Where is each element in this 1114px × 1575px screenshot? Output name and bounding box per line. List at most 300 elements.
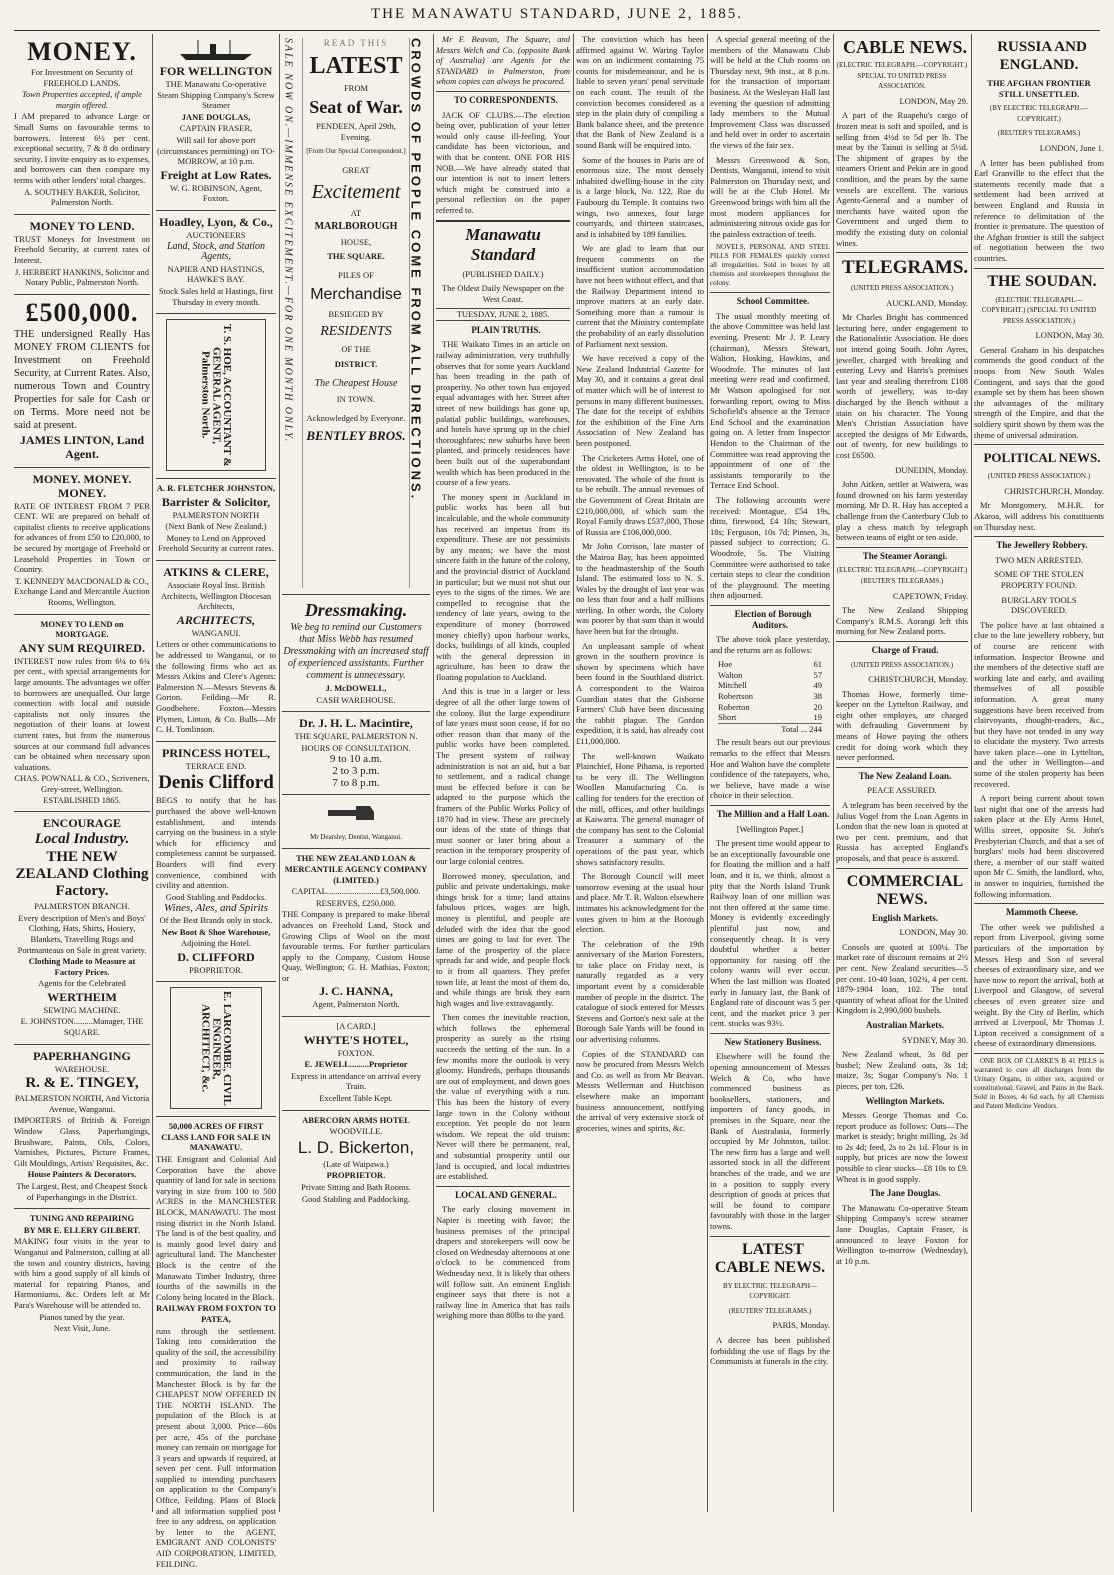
loanco-place: Agent, Palmerston North. (312, 999, 400, 1010)
bentley-ack: Acknowledged by Everyone. (306, 412, 406, 423)
column-5 (576, 34, 704, 1512)
pointing-hand-icon (326, 798, 386, 828)
nzloan-title: The New Zealand Loan. (836, 767, 968, 782)
aus-title: Australian Markets. (866, 1019, 944, 1030)
ad-macintire (282, 712, 430, 795)
ad-tingey (14, 1045, 150, 1210)
whyte-name: WHYTE'S HOTEL, (303, 1032, 409, 1047)
ad-pownall (14, 615, 150, 813)
school-body-2: The following accounts were received: Montague, £54 19s, ditto, firewood, £4 10s; Stewart, 18s; Ferguson, 10s 7d; Pinsen, 3s, passed subject to correction; G. Woodrofe, 5s. The Visiting Committee were authorised to take certain steps to clear the condition of the playground. The meeting then adjourned. (710, 494, 830, 601)
plain-body-5: Then comes the inevitable reaction, which follows the ephemeral prosperity as surely as the rising succeeds the setting of the sun. In a few months more the outlook is very gloomy. Hundreds, perhaps thousands are out of employment, and down goes the value of everything with a run. This has been the history of every large town in the Colony without exception. Yet people do not learn wisdom. We repeat the old truism: Never will there be permanent, real, and substantial prosperity until our land is occupied, and local industries are established. (436, 1012, 570, 1182)
column-2 (156, 34, 276, 1569)
ad-clothing-measure: Clothing Made to Measure at Factory Prices. (28, 956, 136, 977)
bentley-excitement: Excitement (311, 180, 401, 203)
ad-gilbert-next: Next Visit, June. (53, 1323, 111, 1334)
ad-money-sign: A. SOUTHEY BAKER, Solicitor, Palmerston North. (24, 186, 140, 208)
ad-tingey-body: IMPORTERS of British & Foreign Window Glass, Paperhangings, Brushware, Paints, Oils, Colors, Varnishes, Pictures, Picture Frames, Gilt Mouldings, Artists' Requisites, &c. (14, 1115, 150, 1168)
column-6 (710, 34, 830, 1512)
ad-pownall-sub: ANY SUM REQUIRED. (19, 640, 145, 655)
ad-linton-sum: £500,000. (25, 297, 139, 327)
ad-hoadley-place: NAPIER AND HASTINGS, HAWKE'S BAY. (167, 263, 265, 285)
million-sub: [Wellington Paper.] (736, 823, 804, 834)
macintire-h1: 9 to 10 a.m. (329, 753, 383, 766)
steamer-body: The New Zealand Shipping Company's R.M.S. Aorangi left this morning for New Zealand ports. (836, 605, 968, 637)
dunedin-body: John Aitken, settler at Waiwera, was found drowned on his farm yesterday morning. Mr D. R. Hay has accepted a challenge from the Canterbury Club to play a chess match by telegraph between teams of eight or ten aside. (836, 479, 968, 543)
ad-atkins-name: ATKINS & CLERE, (163, 565, 269, 580)
ad-gilbert (14, 1209, 150, 1340)
soudan-body: General Graham in his despatches commends the good conduct of the troops from New South Wales Contingent, and says that the good example set by them has been shown the advantages of the military strength of the Empire, and that the soldiery spirit shown by them was the theme of universal admiration. (974, 344, 1104, 440)
election-candidate: Short (718, 712, 737, 723)
news-item-7: An unpleasant sample of wheat grown in the southern province is shown by specimens which have been found in the Southland district. A correspondent to the Wairoa Guardian states that the Gisborne Farmers' Club have been discussing the rabbit plague. The Gordon expedition, it is said, has already cost £11,000,000. (576, 640, 704, 746)
column-1 (14, 34, 150, 1512)
corr-body: JACK OF CLUBS.—The election being over, publication of your letter would only cause ill-feeling. Your candidate has been victorious, and with that be content. ONE FOR HIS NOB.—We have already stated that our intention is not to insert letters which might be construed into a personal reflection on the paper referred to. (436, 109, 570, 215)
election-row (718, 670, 822, 681)
news-item-8: The well-known Waikato Plainchief, Hone Pihama, is reported to be very ill. The Wellington Woollen Manufacturing Co. is calling for tenders for the erection of the mill, offices, and other buildings at Kaiwarra. The general manager of the company has sent to the Colonial Treasurer a summary of the operations of the past year, which shows satisfactory results. (576, 750, 704, 867)
ad-money-title: MONEY. (27, 37, 137, 66)
news-item-9: The Borough Council will meet tomorrow evening at the usual hour and place. Mr T. R. Walton elsewhere intimates his acknowledgment for the votes given to him at the Borough election. (576, 871, 704, 935)
ad-macdonald-sign: T. KENNEDY MACDONALD & CO., Exchange Land and Mercantile Auction Rooms, Wellington. (14, 575, 150, 608)
ad-steamer-sign: W. G. ROBINSON, Agent, Foxton. (169, 182, 262, 204)
ad-fletcher-name: A. R. FLETCHER JOHNSTON, (156, 483, 276, 494)
column-divider (707, 34, 708, 1512)
ad-princess-sign: D. CLIFFORD (177, 949, 255, 964)
ad-tingey-title: PAPERHANGING (33, 1048, 131, 1063)
paper-pub: (PUBLISHED DAILY.) (462, 268, 544, 279)
commercial-date: LONDON, May 30. (899, 927, 968, 938)
jane-title: The Jane Douglas. (869, 1188, 941, 1199)
ad-clothing-sewing: SEWING MACHINE. (43, 1004, 121, 1015)
ad-tingey-addr: PALMERSTON NORTH, And Victoria Avenue, Wanganui. (14, 1093, 150, 1114)
ad-hoadley (156, 211, 276, 314)
bentley-latest: LATEST (309, 52, 403, 79)
russia-sub1: THE AFGHAN FRONTIER STILL UNSETTLED. (987, 78, 1091, 99)
ad-steamer-captain: CAPTAIN FRASER, (179, 123, 253, 134)
ad-lend (14, 215, 150, 295)
ad-pownall-title: MONEY TO LEND on MORTGAGE. (40, 618, 124, 640)
school-body: The usual monthly meeting of the above Committee was held last evening. Present: Mr J. P. Leary (chairman), Messrs Stewart, Walton, Hosking, Hawkins, and Woodrofe. The minutes of last meeting were read and confirmed. Mr Watson apologised for not forwarding report, owing to Miss Schofield's absence at the Terrace End School and the examination going on. A letter from Inspector Hendon to the Chairman of the Committee was read approving the appointment of one of the assistants temporarily to the Terrace End School. (710, 310, 830, 491)
election-row (718, 702, 822, 713)
commercial-sub: English Markets. (871, 912, 938, 923)
ad-linton-sign: JAMES LINTON, Land Agent. (19, 432, 145, 461)
ad-tingey-stock: The Largest, Best, and Cheapest Stock of Paperhangings in the District. (16, 1181, 148, 1202)
fraud-body: Thomas Howe, formerly time-keeper on the Lyttelton Railway, and eight other employes, are charged with defrauding Government by means of Howe paying the others credit for doing work which they never performed. (836, 688, 968, 763)
ad-princess-title: PRINCESS HOTEL, (161, 745, 271, 760)
ad-fletcher-next: (Next Bank of New Zealand.) (165, 521, 267, 532)
bentley-from: FROM (343, 82, 369, 93)
nzloan-body: A telegram has been received by the Julius Vogel from the Loan Agents in London that the new loan is quoted at two per cent. premium, and that Russia has accepted England's proposals, and that peace is assured. (836, 800, 968, 863)
wel-body: Messrs George Thomas and Co. report produce as follows: Oats—The market is steady; bright milling, 2s 3d to 2s 4d; feed, 2s to 2s 1d. Flour is in supply, but prices are now the lowest possible to clear stocks—£8 10s to £9. Wheat is in good supply. (836, 1110, 968, 1184)
whyte-place: FOXTON. (337, 1047, 375, 1058)
ad-clothing-branch: PALMERSTON BRANCH. (34, 901, 130, 912)
macintire-name: Dr. J. H. L. Macintire, (299, 716, 413, 731)
ad-princess-wines: Wines, Ales, and Spirits (164, 902, 268, 915)
larcombe-card-text: E. LARCOMBE, CIVIL ENGINEER, ARCHITECT, &c. (199, 990, 233, 1106)
election-votes: 38 (813, 691, 822, 702)
bentley-at: AT (350, 207, 362, 218)
ad-macdonald-title: MONEY. MONEY. MONEY. (32, 471, 132, 500)
stamp-text: READ THIS (323, 38, 389, 48)
steamer-title: The Steamer Aorangi. (836, 547, 968, 562)
ad-clothing-title: THE NEW ZEALAND Clothing Factory. (15, 849, 149, 900)
fraud-date: CHRISTCHURCH, Monday. (868, 674, 968, 685)
news-item-2: Some of the houses in Paris are of enormous size. The most densely inhabited dwelling-house in the city is a large block, No. 122, Rue du Faubourg du Temple. It contains two wings, two annexes, four large courtyards, and thirteen staircases, and is inhabited by 189 families. (576, 154, 704, 239)
telegrams-date: AUCKLAND, Monday. (886, 297, 968, 308)
russia-body: A letter has been published from Earl Granville to the effect that the statements recently made that a settlement had been arrived at between England and Russia in reference to delimitation of the frontier is premature. The question of the Afghan frontier is still the subject of negotiation between the two countries. (974, 157, 1104, 263)
ad-princess-body: BEGS to notify that he has purchased the above well-known establishment, and intends carrying on the business in a style which for efficiency and completeness cannot be surpassed. Boarders will find every convenience, combined with civility and attention. (156, 795, 276, 891)
ad-steamer-body: THE Manawatu Co-operative Steam Shipping Company's Screw Steamer (157, 79, 275, 111)
cable-date: LONDON, May 29. (899, 95, 968, 106)
abercorn-stable: Private Sitting and Bath Rooms. (301, 1182, 411, 1192)
bentley-great: GREAT (342, 164, 370, 175)
loanco-body: THE Company is prepared to make liberal advances on Freehold Land, Stock and Growing Clips of Wool on the most favourable terms. For further particulars apply to the Company, Custom House Quay, Wellington; G. H. Mathias, Foxton; or (282, 909, 430, 983)
ad-land-railway: RAILWAY FROM FOXTON TO PATEA, (156, 1303, 276, 1324)
dress-sub: CASH WAREHOUSE. (316, 694, 396, 705)
ad-gilbert-body: MAKING four visits in the year to Wanganui and Palmerston, calling at all the town and country districts, having with him a good supply of all kinds of material for repairing Pianos, and Harmoniums, &c. Orders left at Mr Para's Warehouse will be attended to. (14, 1236, 150, 1310)
corr-title: TO CORRESPONDENTS. (436, 91, 570, 106)
ad-fletcher-place: PALMERSTON NORTH (172, 509, 260, 520)
commercial-title: COMMERCIAL NEWS. (836, 868, 968, 909)
abercorn-place: WOODVILLE. (329, 1126, 383, 1137)
ad-fletcher-role: Barrister & Solicitor, (161, 494, 271, 509)
ad-macdonald (14, 468, 150, 615)
whyte-table: Excellent Table Kept. (319, 1093, 393, 1104)
masthead: THE MANAWATU STANDARD, JUNE 2, 1885. (370, 6, 744, 22)
election-votes: 19 (813, 712, 822, 723)
plain-body-3: And this is true in a larger or less degree of all the other large towns of the colony. But the large expenditure of late years must soon cease, if for no other reason than that many of the public works have been completed. The present system of railway administration is not an aid, but a bar to settlement, and a radical change must be effected before it can be adapted to the purpose which the framers of the Public Works Policy of 1870 had in view. These are precisely our ideas of the state of things that must sooner or later bring about a reaction in the temporary prosperity of our large colonial centres. (436, 686, 570, 866)
side-banner (282, 38, 303, 588)
ad-linton (14, 295, 150, 468)
ad-princess-clifford: Denis Clifford (158, 772, 274, 794)
ad-hoadley-title: Hoadley, Lyon, & Co., (159, 214, 273, 229)
ad-hoadley-sale: Stock Sales held at Hastings, first Thursday in every month. (158, 285, 274, 307)
bentley-besieged: BESIEGED BY (328, 308, 384, 319)
election-candidate: Mitchell (718, 680, 747, 691)
bentley-dateline: PENDEEN, April 29th, Evening. (316, 121, 396, 142)
paper-name: Manawatu Standard (436, 220, 570, 265)
ad-fletcher (156, 479, 276, 561)
ad-lend-sign: J. HERBERT HANKINS, Solicitor and Notary Public, Palmerston North. (15, 266, 149, 288)
column-divider (573, 34, 574, 1512)
column-8 (974, 34, 1104, 1512)
column-divider (971, 34, 972, 1512)
election-candidate: Walton (718, 669, 743, 680)
club-item: A special general meeting of the members of the Manawatu Club will be held at the Club rooms on Thursday next, 9th inst., at 8 p.m. for the transaction of important business. At the Wesleyan Hall last evening the question of admitting lady members to the Mutual Improvement Class was discussed and held over in order to ascertain the views of the fair sex. (710, 34, 830, 150)
bentley-piles: PILES OF (338, 269, 374, 280)
stationery-title: New Stationery Business. (710, 1033, 830, 1048)
school-title: School Committee. (710, 292, 830, 307)
ad-abercorn (282, 1111, 430, 1211)
dress-body: We beg to remind our Customers that Miss Webb has resumed Dressmaking with an increased staff of experienced assistants. Further comment is unnecessary. (283, 622, 429, 681)
ad-money (14, 34, 150, 215)
news-item-1: The conviction which has been affirmed against W. Waring Taylor was on an indictment containing 75 counts for misdemeanour, and he is liable to seven years' penal servitude on each count. The result of the conviction becomes considered as a step in the plain duty of compiling a Bank balance sheet, and the pretence that the Bank of New Zealand is a sound Bank will be enquired into. (576, 34, 704, 150)
latest-cable-date: PARIS, Monday. (772, 1320, 830, 1331)
ad-princess-boot: New Boot & Shoe Warehouse, (161, 926, 271, 937)
ad-land (156, 1117, 276, 1575)
election-candidate: Robertson (718, 691, 753, 702)
soudan-title: THE SOUDAN. (974, 268, 1104, 291)
ad-gilbert-foot: Pianos tuned by the year. (39, 1311, 125, 1322)
macintire-h2: 2 to 3 p.m. (332, 764, 380, 777)
ad-hoadley-role: AUCTIONEERS (186, 229, 246, 240)
abercorn-title: ABERCORN ARMS HOTEL (302, 1114, 410, 1125)
election-votes: 57 (813, 669, 822, 680)
russia-title: RUSSIA AND ENGLAND. (997, 39, 1087, 73)
ad-tingey-sub: WAREHOUSE. (54, 1063, 110, 1074)
election-after: The result bears out our previous remarks to the effect that Messrs Hoe and Walton have the complete confidence of the ratepayers, who, we believe, have made a wise choice in their selection. (710, 737, 830, 801)
column-7 (836, 34, 968, 1512)
ad-money-town: Town Properties accepted, if ample margin offered. (21, 89, 142, 110)
bentley-square: THE SQUARE. (327, 251, 385, 262)
ad-hoe (156, 314, 276, 479)
ad-land-body: THE Emigrant and Colonial Aid Corporation have the above quantity of land for sale in sections varying in size from 100 to 500 ACRES in the MANCHESTER BLOCK, MANAWATU. The most rising district in the North Island. The land is of the best quality, and is mainly good level dairy and agricultural land. The Manchester Block is the centre of the Manawatu Timber Industry, three fourths of the sawmills in the Colony being located in the Block. (156, 1154, 276, 1302)
ad-lend-title: MONEY TO LEND. (29, 218, 135, 233)
soudan-date: LONDON, May 30. (1035, 330, 1104, 341)
bentley-main (306, 38, 406, 446)
crowds-banner (409, 38, 430, 588)
ad-clothing-agents: Agents for the Celebrated (38, 978, 126, 989)
election-votes: 49 (813, 680, 822, 691)
robbery-sub2: SOME OF THE STOLEN PROPERTY FOUND. (994, 569, 1084, 590)
ad-gilbert-name: BY MR E. ELLERY GILBERT. (23, 1224, 141, 1235)
cheese-title: Mammoth Cheese. (974, 903, 1104, 918)
ad-dentist (282, 795, 430, 849)
ad-pownall-sign: CHAS. POWNALL & CO., Scriveners, Grey-street, Wellington. ESTABLISHED 1865. (14, 773, 150, 805)
ad-lend-body: TRUST Moneys for Investment on Freehold Security, at current rates of Interest. (14, 233, 150, 265)
ad-whyte (282, 1017, 430, 1111)
ad-steamer-name: JANE DOUGLAS, (181, 111, 251, 122)
news-item-11: Copies of the STANDARD can now be procured from Messrs Welch and Co. as well as from Mr Beavan. Messrs Wellerman and Hutchison elsewhere make an important business announcement, notifying the arrival of very extensive stock of groceries, wines and spirits, &c. (576, 1048, 704, 1133)
abercorn-stable2: Good Stabling and Paddocking. (301, 1193, 411, 1204)
ad-atkins-place: WANGANUI. (191, 627, 241, 638)
fraud-title: Charge of Fraud. (836, 641, 968, 656)
aus-body: New Zealand wheat, 3s 8d per bushel; New Zealand oats, 3s 1d; maize, 3s; Sugar Company's No. 1 pieces, per ton, £26. (836, 1049, 968, 1091)
stationery-body: Elsewhere will be found the opening announcement of Messrs Welch & Co, who have commenced business as booksellers, stationers, and importers of fancy goods, in premises in the Square, near the Bank of Australasia, formerly occupied by Mr Johnston, tailor. The new firm has a large and well assorted stock in all the different branches of the trade, and we are in a position to supply every description of goods at prices that will be found to compare favourably with those in the larger towns. (710, 1051, 830, 1231)
ad-steamer (156, 34, 276, 211)
pills-adv-2: ONE BOX OF CLARKE'S B 41 PILLS is warranted to cure all discharges from the Urinary Organs, in either sex, acquired or constitutional, Gravel, and Pains in the Back. Sold in Boxes, 4s 6d each, by all Chemists and Patent Medicine Vendors. (974, 1053, 1104, 1111)
column-4 (436, 34, 570, 1512)
bentley-house: HOUSE, (340, 236, 372, 247)
plain-title: PLAIN TRUTHS. (471, 324, 541, 335)
ad-princess-stab: Good Stabling and Paddocks. (165, 891, 267, 902)
ad-atkins-arch: ARCHITECTS, (176, 612, 256, 627)
ad-clothing-wertheim: WERTHEIM (47, 989, 117, 1004)
ad-clothing-manager: E. JOHNSTON.........Manager, THE SQUARE. (20, 1016, 144, 1038)
political-sub: (UNITED PRESS ASSOCIATION.) (987, 472, 1091, 481)
political-body: Mr Montgomery, M.H.R. for Akaroa, will address his constituents on Thursday next. (974, 500, 1104, 532)
election-candidate: Hoe (718, 659, 733, 670)
loanco-reserves: RESERVES, £250,000. (315, 897, 397, 908)
ad-macdonald-body: RATE OF INTEREST FROM 7 PER CENT. WE are prepared on behalf of capitalist clients to receive applications for advances of from £50 to £20,000, to be secured by mortgage of Freehold or Leasehold Properties in Town or Country. (14, 500, 150, 575)
million-title: The Million and a Half Loan. (710, 805, 830, 820)
ad-clothing-encourage: ENCOURAGE (42, 816, 121, 831)
ad-hoadley-land: Land, Stock, and Station Agents, (166, 240, 266, 263)
hoe-card-text: T. S. HOE, ACCOUNTANT & GENERAL AGENT, Palmerston North. (199, 323, 233, 467)
election-results (718, 659, 822, 734)
paper-date: TUESDAY, JUNE 2, 1885. (436, 308, 570, 321)
ad-princess (156, 742, 276, 983)
steamer-date: CAPETOWN, Friday. (892, 590, 968, 601)
ad-fletcher-body: Money to Lend on Approved Freehold Security at current rates. (158, 532, 274, 554)
election-row (718, 691, 822, 702)
ad-clothing (14, 812, 150, 1045)
ad-atkins-body: Letters or other communications to be addressed to Wanganui, or to the following firms who act as Messrs Atkins and Clere's Agents: Palmerston N.—Messrs Stevens & Gorton. Feilding—Mr R. Goodbehere. Foxton—Messrs Plymen, Linton, & Co. Bulls—Mr C. H. Tomlinson. (156, 639, 276, 735)
pills-adv: NOVELS, PERSONAL AND STEEL PILLS FOR FEMALES quickly correct all irregularities. Sold in boxes by all chemists and storekeepers throughout the colony. (710, 243, 830, 288)
loanco-title: THE NEW ZEALAND LOAN & MERCANTILE AGENCY COMPANY (LIMITED.) (284, 853, 428, 885)
ad-princess-wines-sub: Of the Best Brands only in stock. (159, 914, 273, 925)
election-body: The above took place yesterday, and the returns are as follows: (710, 634, 830, 655)
column-3 (282, 34, 430, 1512)
news-item-5: The Cricketers Arms Hotel, one of the oldest in Wellington, is to be renovated. The whole of the front is to be rebuilt. The annual revenues of the Government of Great Britain are £210,000,000, of which sum the Royal Family draws £537,000, Those of Russia are £106,000,000. (576, 452, 704, 537)
russia-date: LONDON, June 1. (1039, 142, 1104, 153)
steamer-sub: (ELECTRIC TELEGRAPH.—COPYRIGHT.) (REUTER'S TELEGRAMS.) (836, 566, 968, 585)
masthead-rule (14, 30, 1100, 31)
ad-steamer-freight: Freight at Low Rates. (160, 167, 272, 182)
news-item-6: Mr John Corrison, late master of the Mairoa Bay, has been appointed to the headmastership of the South Island. The estimated loss to N. S. Wales by the drought of last year was no less than four and a half millions sterling. In other words, the Colony was poorer by that sum than it would have been but for the drought. (576, 541, 704, 637)
hoe-card (166, 319, 266, 471)
column-divider (152, 34, 153, 1512)
election-votes: 61 (813, 659, 822, 670)
election-total: Total ... 244 (718, 723, 822, 735)
ad-tingey-name: R. & E. TINGEY, (25, 1075, 139, 1092)
local-title: LOCAL AND GENERAL. (436, 1186, 570, 1201)
ad-princess-prop: PROPRIETOR. (189, 964, 243, 975)
ad-atkins-sub: Associate Royal Inst. British Architects, Wellington Diocesan Architects, (160, 580, 272, 612)
news-item-4: We have received a copy of the New Zealand Industrial Gazette for May 30, and it contains a great deal of matter which will be of interest to persons in many different businesses. The date for the receipt of exhibits for the exhibition of the Fine Arts Association of New Zealand has been postponed. (576, 353, 704, 448)
news-item-10: The celebration of the 19th anniversary of the Marion Foresters, to take place on Friday next, is naturally regarded as a very important event by a considerable number of people in the district. The catalogue of stock entered for Messrs Stevens and Gorton's next sale at the Borough Sale Yards will be found in our advertising columns. (576, 938, 704, 1045)
ad-bentley (282, 34, 430, 595)
latest-cable-title: LATEST CABLE NEWS. (710, 1236, 830, 1277)
loanco-hanna: J. C. HANNA, (319, 984, 393, 999)
plain-body-2: The money spent in Auckland in public works has been all but incalculable, and the whole community has received an impetus from its expenditure. These are not pessimists by any means; we have the most sincere faith in the future of the colony, and the provincial district of Auckland in particular; but we must not shut our eyes to the signs of the times. We are compelled to recognise that the tendency of late years, owing to the expenditure of money (borrowed money chiefly) upon harbour works, docks, buildings of all kinds, coupled with the general depression in agriculture, has been to draw the floating population to Auckland. (436, 491, 570, 682)
ad-land-body2: runs through the settlement. Taking into consideration the quality of the soil, the accessibility and proximity to railway communication, the land in the Manchester Block is by far the CHEAPEST NOW OFFERED IN THE NORTH ISLAND. The population of the Block is at present about 3,000. Price—60s per acre, 45s of the purchase money can remain on mortgage for 3 years and upwards if required, at seven per cent. Full information supplied to intending purchasers on application to the Company's Office, Feilding. Plans of Block and all information supplied post free to any address, on application by letter to the AGENT, EMIGRANT AND COLONISTS' AID CORPORATION, LIMITED, FEILDING. (156, 1325, 276, 1569)
column-divider (833, 34, 834, 1512)
column-divider (279, 34, 280, 1512)
bentley-intown: IN TOWN. (336, 393, 376, 404)
bentley-ofthe: OF THE (341, 344, 371, 355)
soudan-sub: (ELECTRIC TELEGRAPH.—COPYRIGHT.) (SPECIAL TO UNITED PRESS ASSOCIATION.) (981, 295, 1097, 325)
fraud-sub: (UNITED PRESS ASSOCIATION.) (850, 660, 954, 669)
bentley-marlborough: MARLBOROUGH (314, 221, 398, 233)
ad-clothing-local: Local Industry. (34, 831, 130, 848)
telegrams-body: Mr Charles Bright has commenced lecturing here, under engagement to the Rationalistic Association. He does not intend going South. John Ayres, jeweller, charged with breaking and entering Levy and Harris's premises last year and stealing therefrom £108 worth of jewellery, was to-day discharged by the Bench without a stain on his character. The Young Men's Christian Association have accepted the designs of Mr Edwards, out of twenty, for new buildings to cost £6500. (836, 312, 968, 460)
paper-oldest: The Oldest Daily Newspaper on the West Coast. (441, 283, 565, 304)
robbery-sub1: TWO MEN ARRESTED. (994, 554, 1084, 565)
telegrams-title: TELEGRAMS. (836, 252, 968, 279)
ad-larcombe (156, 982, 276, 1117)
robbery-body: The police have at last obtained a clue to the late jewellery robbery, but of course are reticent with information. Inspector Browne and the members of the detective staff are working late and early, and availing themselves of all possible information. A great many suggestions have been received from clairvoyants, thought-readers, &c., but they have not tended in any way to elucidate the mystery. Two arrests have taken place—one in Lyttelton, and the other in Wellington—and some of the stolen property has been recovered. (974, 619, 1104, 789)
ad-steamer-times: Will sail for above port (circumstances permitting) on TO-MORROW, at 10 p.m. (157, 134, 275, 167)
ad-gilbert-tuning: TUNING AND REPAIRING (29, 1213, 135, 1224)
election-row (718, 712, 822, 723)
wel-title: Wellington Markets. (865, 1095, 945, 1106)
dunedin-date: DUNEDIN, Monday. (895, 464, 968, 475)
election-title: Election of Borough Auditors. (710, 605, 830, 630)
ad-pownall-body: INTEREST now rules from 6¼ to 6¾ per cent., with special arrangements for large amounts. The advantages we offer to borrowers are unequalled. Our large connection with local and outside capitalists not only insures the negotiation of their loans at lowest current rates, but from the numerous sources at our command full advances can be obtained when necessary upon valuations. (14, 655, 150, 772)
political-date: CHRISTCHURCH, Monday. (1004, 485, 1104, 496)
cable-title: CABLE NEWS. (842, 37, 968, 57)
cheese-body: The other week we published a report from Liverpool, giving some particulars of the importation by Messrs Hesp and Son of several cheeses of extraordinary size, and we have now to report the arrival, both at Liverpool and Glasgow, of several cheeses of even greater size and weight. By the City of Berlin, which arrived at Liverpool, Mr Thomas J. Lipton received a consignment of a cheese of extraordinary dimensions. (974, 921, 1104, 1049)
aus-date: SYDNEY, May 30. (902, 1034, 968, 1045)
ad-money-sub: For Investment on Security of FREEHOLD LANDS. (31, 67, 133, 88)
ad-princess-boot-sub: Adjoining the Hotel. (180, 938, 252, 949)
dress-title: Dressmaking. (304, 600, 408, 620)
loanco-capital: CAPITAL.........................£3,500,000. (291, 886, 421, 897)
latest-cable-body: A decree has been published forbidding the use of flags by the Communists at funerals in the city. (710, 1334, 830, 1367)
election-row (718, 680, 822, 691)
million-body: The present time would appear to be an exceptionally favourable one for floating the million and a half loan, and it is, we think, almost a pity that the North Island Trunk Railway loan of one million was not then offered at the same time. Money is evidently exceedingly plentiful just now, and consequently cheap. It is very doubtful whether a better opportunity for raising off the colony wants will ever occur. When the last million was floated early in January last, the Bank of England rate of discount was 5 per cent, and the market price 3 per cent. stocks was 93½. (710, 838, 831, 1029)
ad-steamer-title: FOR WELLINGTON (159, 64, 273, 78)
ad-atkins (156, 561, 276, 742)
bentley-special: [From Our Special Correspondent.] (306, 147, 406, 156)
plain-body-4: Borrowed money, speculation, and public and private undertakings, make things brisk for a time; land attains fabulous prices, wages are high, money is plentiful, and people are deluded with the idea that the good times are going to last for ever. The fame of the prosperity of the place spreads far and wide, and people flock to it from all quarters. They prefer town life, at least the most of them do, and while things are brisk they earn high wages and live extravagantly. (436, 870, 570, 1008)
latest-cable-sub2: (REUTERS' TELEGRAMS.) (728, 1306, 812, 1315)
whyte-card: [A CARD.] (336, 1021, 376, 1032)
whyte-jewell: E. JEWELL.........Proprietor (304, 1059, 408, 1070)
ad-princess-place: TERRACE END. (185, 760, 247, 771)
cable-sub: (ELECTRIC TELEGRAPH.—COPYRIGHT.) SPECIAL TO UNITED PRESS ASSOCIATION. (836, 61, 968, 91)
ad-linton-body: THE undersigned Really Has MONEY FROM CLIENTS for Investment on Freehold Security, at Current Rates. Also, numerous Town and Country Properties for sale for Cash or on Terms. More need not be said at present. (14, 328, 150, 431)
election-votes: 20 (813, 701, 822, 712)
cable-body: A part of the Ruapehu's cargo of frozen meat is soft and spoiled, and is selling from 4½d to 5d per lb. The meat by the Tainui is selling at 5½d. The shipment of grapes by the steamers Orient and Pekin are in good condition, and the pears by the same vessels are excellent. The various Agents-General and a number of merchants have waited upon the Government and urged them to modify the existing duty on colonial wines. (836, 110, 968, 248)
ad-dressmaking (282, 595, 430, 712)
ad-loanco (282, 849, 430, 1017)
ad-land-title: 50,000 ACRES OF FIRST CLASS LAND FOR SALE IN MANAWATU. (161, 1121, 271, 1153)
ad-clothing-body: Every description of Men's and Boys' Clothing, Hats, Shirts, Hosiery, Blankets, Travelling Rugs and Portmanteaus on Sale in great variety. (17, 912, 147, 955)
political-title: POLITICAL NEWS. (974, 444, 1104, 467)
column-divider (433, 34, 434, 1512)
steamship-icon (156, 37, 276, 63)
bentley-seat: Seat of War. (309, 97, 403, 118)
russia-sub2: (BY ELECTRIC TELEGRAPH.—COPYRIGHT.) (989, 104, 1089, 123)
abercorn-sub: (Late of Waipawa.) (323, 1158, 389, 1169)
local-body: The early closing movement in Napier is meeting with favor; the business premises of the principal drapers and storekeepers will now be closed on Wednesday afternoons at one o'clock to be commenced from Wednesday next. It is likely that others will follow suit. An eminent English engineer says that there is not a railway line in America that has rails weighing more than 80lbs to the yard. (436, 1204, 570, 1321)
election-candidate: Roberton (718, 701, 750, 712)
robbery-sub3: BURGLARY TOOLS DISCOVERED. (1001, 594, 1077, 616)
abercorn-name: L. D. Bickerton, (297, 1137, 415, 1157)
side-banner-text: SALE NOW ON.—IMMENSE EXCITEMENT.—FOR ONE MONTH ONLY. (282, 38, 294, 444)
jane-body: The Manawatu Co-operative Steam Shipping Company's screw steamer Jane Douglas, Captain Fraser, is announced to leave Foxton for Wellington to-morrow (Wednesday), at 10 p.m. (836, 1202, 968, 1266)
dress-sign: J. McDOWELL, (325, 683, 387, 693)
ad-money-body: I AM prepared to advance Large or Small Sums on favourable terms to borrowers. Interest 6½ per cent. exceptional security, 7 & 8 do ordinary security. I invite enquiry as to expenses, and borrowers can then compare my terms with other lenders' total charges. (14, 111, 150, 185)
nzloan-sub: PEACE ASSURED. (867, 785, 937, 796)
dentist-item: Messrs Greenwood & Son, Dentists, Wanganui, intend to visit Palmerston on Thursday next, and will be at the Club Hotel. Mr Greenwood brings with him all the most modern appliances for administering nitrous oxide gas for the painless extraction of teeth. (710, 154, 830, 239)
crowds-banner-text: CROWDS OF PEOPLE COME FROM ALL DIRECTIONS. (408, 38, 424, 502)
bentley-cheapest: The Cheapest House (314, 378, 398, 390)
telegrams-sub: (UNITED PRESS ASSOCIATION.) (850, 284, 954, 293)
bentley-name: BENTLEY BROS. (306, 428, 406, 444)
commercial-body: Consols are quoted at 100¼. The market rate of discount remains at 2½ per cent. New Zealand securities—5 per cent. 10-40 loan, 102¾, 4 per cent. 1879-1904 loan, 102. The total quantity of wheat afloat for the United Kingdom is 2,990,000 bushels. (836, 941, 968, 1016)
abercorn-prop: PROPRIETOR. (326, 1170, 386, 1181)
robbery-title: The Jewellery Robbery. (974, 536, 1104, 551)
russia-sub3: (REUTER'S TELEGRAMS.) (997, 129, 1081, 138)
ad-tingey-decor: House Painters & Decorators. (27, 1169, 137, 1180)
larcombe-card (170, 987, 262, 1109)
bentley-residents: RESIDENTS (320, 324, 392, 340)
whyte-body: Express in attendance on arrival every Train. (290, 1070, 422, 1092)
macintire-place: THE SQUARE, PALMERSTON N. (294, 731, 418, 742)
robbery-body-2: A report being current about town last night that one of the arrests had taken place at the Ely Arms Hotel, Willis street, opposite St. John's Presbyterian Church, and that a set of burglars' tools had been discovered there, a member of our staff waited upon Mr C. Smith, the landlord, who, in answer to inquiries, furnished the following information. (974, 793, 1104, 899)
news-item-3: We are glad to learn that our frequent comments on the insufficient station accommodation have not been without effect, and that the Railway Department intend to improve matters at an early date. Something more than a rumour is current that the Ministry contemplate the probability of an early dissolution of Parliament next session. (576, 243, 705, 349)
latest-cable-sub: BY ELECTRIC TELEGRAPH—COPYRIGHT. (722, 1281, 818, 1301)
agents-note: Mr F. Beavan, The Square, and Messrs Welch and Co. (opposite Bank of Australia) are Agents for the STANDARD in Palmerston, from whom copies can always be procured. (436, 34, 570, 87)
bentley-merchandise: Merchandise (310, 285, 402, 303)
election-row (718, 659, 822, 670)
macintire-hours: HOURS OF CONSULTATION. (301, 742, 411, 753)
dentist-text: Mr Dearsley, Dentist, Wanganui. (310, 832, 402, 841)
macintire-h3: 7 to 8 p.m. (332, 776, 380, 789)
plain-body-1: THE Waikato Times in an article on railway administration, very truthfully observes that for some years Auckland has been treading in the path of prosperity. No other town has enjoyed equal advantages with her. Street after street of new buildings has gone up, palatial public buildings, warehouses, and hotels have sprung up in the chief thoroughfares; new suburbs have been planted, and princely residences have been built out of the superabundant wealth which has been produced in the course of a few years. (436, 339, 570, 488)
bentley-district: DISTRICT. (334, 358, 378, 369)
